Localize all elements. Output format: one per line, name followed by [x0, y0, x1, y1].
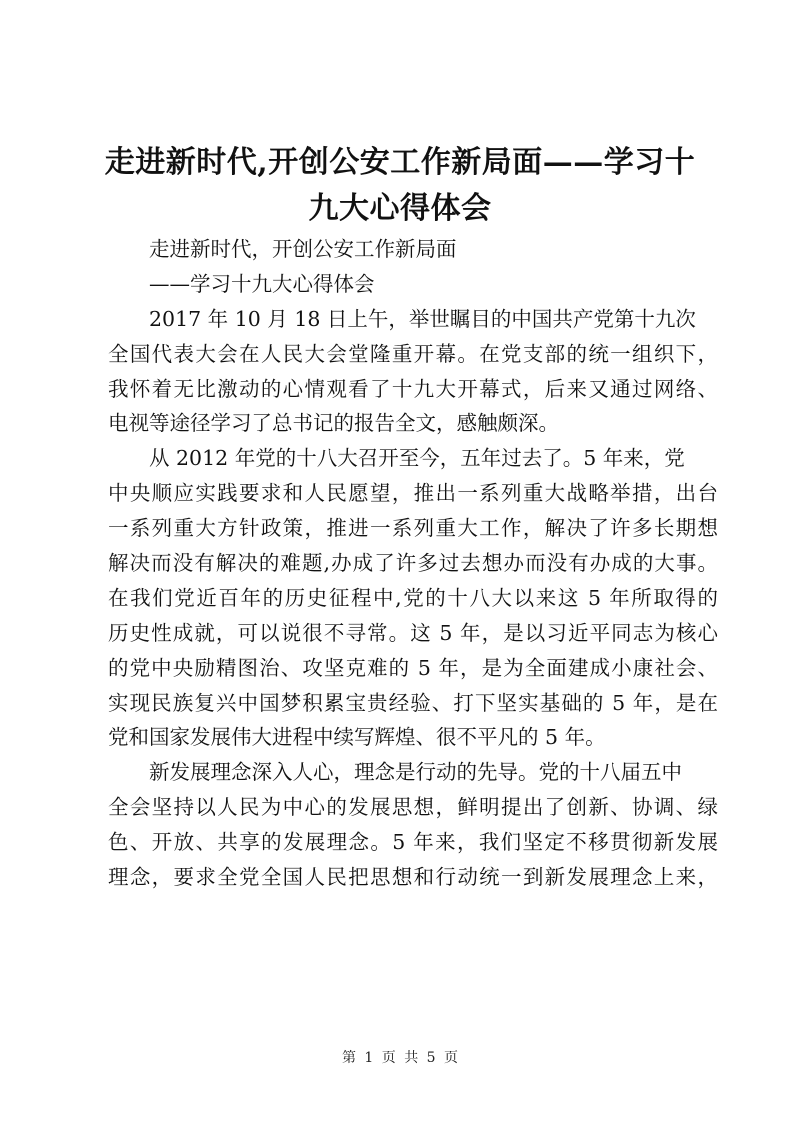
- document-body: [108, 232, 718, 895]
- paragraph-line: 2017 年 10 月 18 日上午，举世瞩目的中国共产党第十九次: [149, 306, 696, 331]
- paragraph-line: 实现民族复兴中国梦积累宝贵经验、打下坚实基础的 5 年，是在: [108, 690, 718, 715]
- paragraph-line: 理念，要求全党全国人民把思想和行动统一到新发展理念上来，: [108, 865, 718, 890]
- subtitle-line: 走进新时代，开创公安工作新局面: [149, 237, 457, 261]
- paragraph-line: 中央顺应实践要求和人民愿望，推出一系列重大战略举措，出台: [108, 481, 718, 506]
- paragraph-line: 我怀着无比激动的心情观看了十九大开幕式，后来又通过网络、: [108, 376, 718, 401]
- page-footer: 第 1 页 共 5 页: [341, 1050, 459, 1066]
- paragraph-line: 全国代表大会在人民大会堂隆重开幕。在党支部的统一组织下，: [108, 341, 718, 366]
- paragraph-line: 的党中央励精图治、攻坚克难的 5 年，是为全面建成小康社会、: [108, 655, 718, 680]
- paragraph-line: 从 2012 年党的十八大召开至今，五年过去了。5 年来，党: [149, 446, 685, 471]
- title-line: 走进新时代,开创公安工作新局面——学习十: [104, 145, 696, 180]
- subtitle-line: ——学习十九大心得体会: [149, 271, 375, 296]
- paragraph-line: 新发展理念深入人心，理念是行动的先导。党的十八届五中: [149, 760, 682, 785]
- paragraph-line: 历史性成就，可以说很不寻常。这 5 年，是以习近平同志为核心: [108, 620, 718, 645]
- paragraph-line: 色、开放、共享的发展理念。5 年来，我们坚定不移贯彻新发展: [108, 830, 718, 855]
- paragraph-line: 解决而没有解决的难题,办成了许多过去想办而没有办成的大事。: [108, 551, 718, 576]
- paragraph-line: 全会坚持以人民为中心的发展思想，鲜明提出了创新、协调、绿: [108, 795, 718, 820]
- paragraph-line: 党和国家发展伟大进程中续写辉煌、很不平凡的 5 年。: [108, 725, 606, 750]
- title-line: 九大心得体会: [308, 191, 492, 226]
- paragraph-line: 电视等途径学习了总书记的报告全文，感触颇深。: [108, 411, 559, 436]
- paragraph-line: 一系列重大方针政策，推进一系列重大工作，解决了许多长期想: [108, 516, 718, 541]
- paragraph-line: 在我们党近百年的历史征程中,党的十八大以来这 5 年所取得的: [108, 585, 718, 610]
- document-title: [100, 140, 700, 232]
